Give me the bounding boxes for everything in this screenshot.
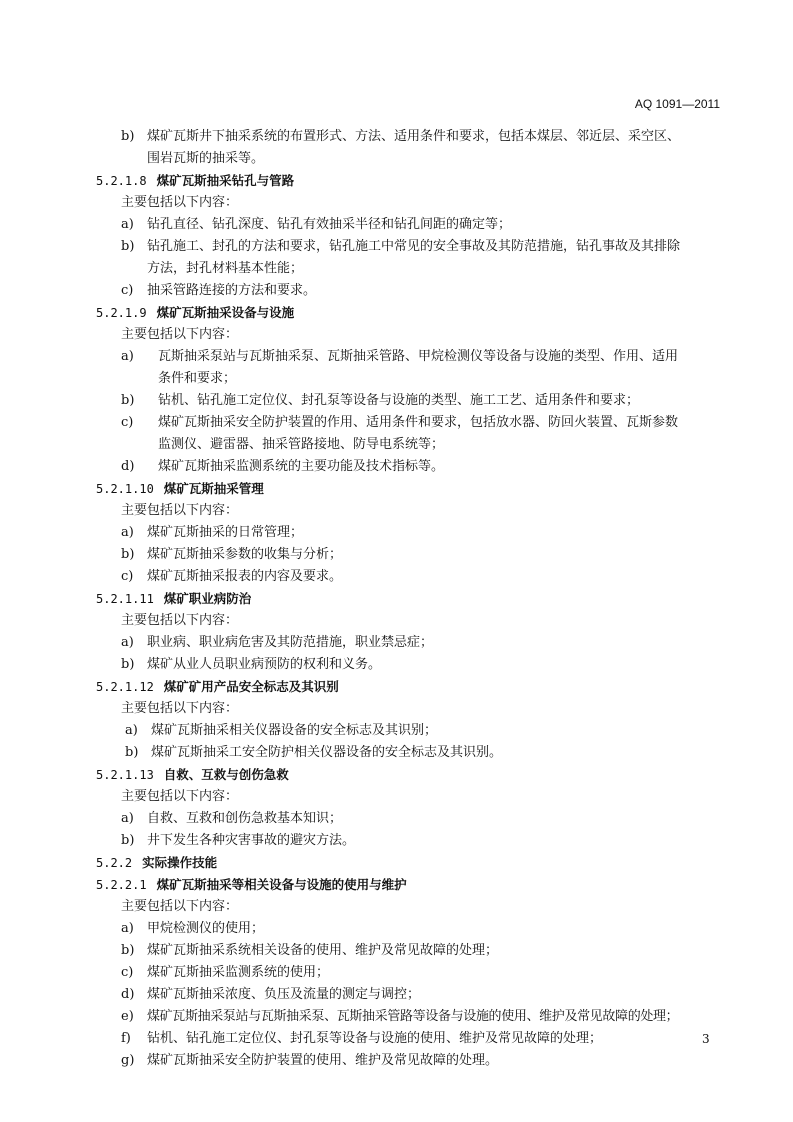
- item-marker: c): [121, 283, 134, 298]
- list-item: [0, 346, 793, 368]
- list-item: [0, 742, 793, 764]
- item-text: 煤矿瓦斯抽采监测系统的使用；: [147, 965, 330, 980]
- item-text: 煤矿瓦斯井下抽采系统的布置形式、方法、适用条件和要求，包括本煤层、邻近层、采空区、: [147, 129, 681, 144]
- section-title: 煤矿瓦斯抽采设备与设施: [156, 305, 295, 320]
- item-text: 甲烷检测仪的使用；: [147, 921, 265, 936]
- item-text: 围岩瓦斯的抽采等。: [147, 151, 265, 166]
- list-item: [0, 214, 793, 236]
- list-item: [0, 654, 793, 676]
- section-heading: [0, 170, 793, 192]
- section-intro: 主要包括以下内容：: [121, 327, 239, 342]
- item-text: 钻机、钻孔施工定位仪、封孔泵等设备与设施的类型、施工工艺、适用条件和要求；: [158, 393, 640, 408]
- section-heading: [0, 874, 793, 896]
- list-item: [0, 280, 793, 302]
- item-text: 煤矿瓦斯抽采泵站与瓦斯抽采泵、瓦斯抽采管路等设备与设施的使用、维护及常见故障的处理；: [147, 1009, 679, 1024]
- item-text: 抽采管路连接的方法和要求。: [147, 283, 317, 298]
- section-title: 煤矿瓦斯抽采等相关设备与设施的使用与维护: [156, 877, 407, 892]
- item-text: 职业病、职业病危害及其防范措施，职业禁忌症；: [147, 635, 434, 650]
- item-text: 煤矿瓦斯抽采的日常管理；: [147, 525, 304, 540]
- item-text: 监测仪、避雷器、抽采管路接地、防导电系统等；: [158, 437, 445, 452]
- item-marker: e): [121, 1009, 134, 1024]
- section-title: 煤矿瓦斯抽采钻孔与管路: [156, 173, 295, 188]
- list-item: [0, 1028, 793, 1050]
- item-marker: c): [121, 569, 134, 584]
- section-heading: [0, 478, 793, 500]
- section-heading: [0, 764, 793, 786]
- item-text: 煤矿瓦斯抽采安全防护装置的使用、维护及常见故障的处理。: [147, 1053, 499, 1068]
- list-item: [0, 1006, 793, 1028]
- item-text: 煤矿瓦斯抽采系统相关设备的使用、维护及常见故障的处理；: [147, 943, 499, 958]
- list-item: [0, 632, 793, 654]
- section-number: 5.2.2.1: [96, 878, 147, 892]
- list-item: [0, 456, 793, 478]
- item-text: 条件和要求；: [158, 371, 237, 386]
- list-item: [0, 1050, 793, 1072]
- standard-code: AQ 1091—2011: [634, 97, 720, 111]
- document-body: [0, 126, 793, 1072]
- list-item: [0, 940, 793, 962]
- section-intro: 主要包括以下内容：: [121, 503, 239, 518]
- item-marker: a): [121, 349, 134, 364]
- item-text: 煤矿瓦斯抽采浓度、负压及流量的测定与调控；: [147, 987, 421, 1002]
- item-text: 煤矿瓦斯抽采安全防护装置的作用、适用条件和要求，包括放水器、防回火装置、瓦斯参数: [158, 415, 679, 430]
- section-number: 5.2.1.8: [96, 174, 147, 188]
- list-item: [0, 962, 793, 984]
- list-item: [0, 720, 793, 742]
- list-item: [0, 390, 793, 412]
- list-item: [0, 522, 793, 544]
- item-text: 煤矿瓦斯抽采相关仪器设备的安全标志及其识别；: [151, 723, 438, 738]
- item-marker: g): [121, 1053, 135, 1068]
- item-text: 自救、互救和创伤急救基本知识；: [147, 811, 343, 826]
- item-text: 钻孔施工、封孔的方法和要求，钻孔施工中常见的安全事故及其防范措施，钻孔事故及其排除: [147, 239, 681, 254]
- item-marker: b): [121, 547, 135, 562]
- list-item: [0, 566, 793, 588]
- item-text: 方法，封孔材料基本性能；: [147, 261, 304, 276]
- section-number: 5.2.1.11: [96, 592, 154, 606]
- section-title: 煤矿瓦斯抽采管理: [163, 481, 264, 496]
- list-item-continuation: [0, 148, 793, 170]
- section-number: 5.2.2: [96, 856, 133, 870]
- list-item: [0, 544, 793, 566]
- section-title: 煤矿职业病防治: [163, 591, 252, 606]
- item-text: 煤矿瓦斯抽采监测系统的主要功能及技术指标等。: [158, 459, 445, 474]
- item-text: 煤矿瓦斯抽采报表的内容及要求。: [147, 569, 343, 584]
- list-item: [0, 830, 793, 852]
- item-marker: a): [121, 921, 134, 936]
- item-text: 井下发生各种灾害事故的避灾方法。: [147, 833, 356, 848]
- list-item: [0, 984, 793, 1006]
- item-text: 瓦斯抽采泵站与瓦斯抽采泵、瓦斯抽采管路、甲烷检测仪等设备与设施的类型、作用、适用: [158, 349, 679, 364]
- list-item-continuation: [0, 368, 793, 390]
- item-marker: b): [121, 129, 135, 144]
- item-text: 煤矿瓦斯抽采工安全防护相关仪器设备的安全标志及其识别。: [151, 745, 503, 760]
- section-intro: 主要包括以下内容：: [121, 195, 239, 210]
- section-heading: [0, 852, 793, 874]
- section-title: 实际操作技能: [142, 855, 218, 870]
- item-marker: f): [121, 1031, 131, 1046]
- item-marker: d): [121, 987, 135, 1002]
- item-marker: b): [121, 833, 135, 848]
- section-intro: 主要包括以下内容：: [121, 613, 239, 628]
- section-heading: [0, 676, 793, 698]
- item-marker: b): [121, 393, 135, 408]
- item-marker: b): [125, 745, 139, 760]
- section-intro: 主要包括以下内容：: [121, 899, 239, 914]
- item-marker: b): [121, 657, 135, 672]
- section-number: 5.2.1.13: [96, 768, 154, 782]
- section-title: 煤矿矿用产品安全标志及其识别: [163, 679, 339, 694]
- item-marker: b): [121, 943, 135, 958]
- list-item-continuation: [0, 258, 793, 280]
- item-marker: c): [121, 965, 134, 980]
- page-number: 3: [702, 1032, 710, 1046]
- item-marker: a): [121, 811, 134, 826]
- item-marker: b): [121, 239, 135, 254]
- list-item: [0, 126, 793, 148]
- list-item-continuation: [0, 434, 793, 456]
- list-item: [0, 412, 793, 434]
- section-number: 5.2.1.10: [96, 482, 154, 496]
- item-marker: a): [121, 525, 134, 540]
- list-item: [0, 808, 793, 830]
- item-text: 钻机、钻孔施工定位仪、封孔泵等设备与设施的使用、维护及常见故障的处理；: [147, 1031, 603, 1046]
- item-marker: a): [121, 635, 134, 650]
- section-heading: [0, 302, 793, 324]
- item-marker: c): [121, 415, 134, 430]
- section-heading: [0, 588, 793, 610]
- item-text: 煤矿瓦斯抽采参数的收集与分析；: [147, 547, 343, 562]
- item-marker: a): [125, 723, 138, 738]
- section-intro: 主要包括以下内容：: [121, 789, 239, 804]
- item-marker: d): [121, 459, 135, 474]
- section-number: 5.2.1.9: [96, 306, 147, 320]
- section-title: 自救、互救与创伤急救: [163, 767, 289, 782]
- item-marker: a): [121, 217, 134, 232]
- item-text: 钻孔直径、钻孔深度、钻孔有效抽采半径和钻孔间距的确定等；: [147, 217, 512, 232]
- section-intro: 主要包括以下内容：: [121, 701, 239, 716]
- item-text: 煤矿从业人员职业病预防的权利和义务。: [147, 657, 382, 672]
- list-item: [0, 918, 793, 940]
- list-item: [0, 236, 793, 258]
- section-number: 5.2.1.12: [96, 680, 154, 694]
